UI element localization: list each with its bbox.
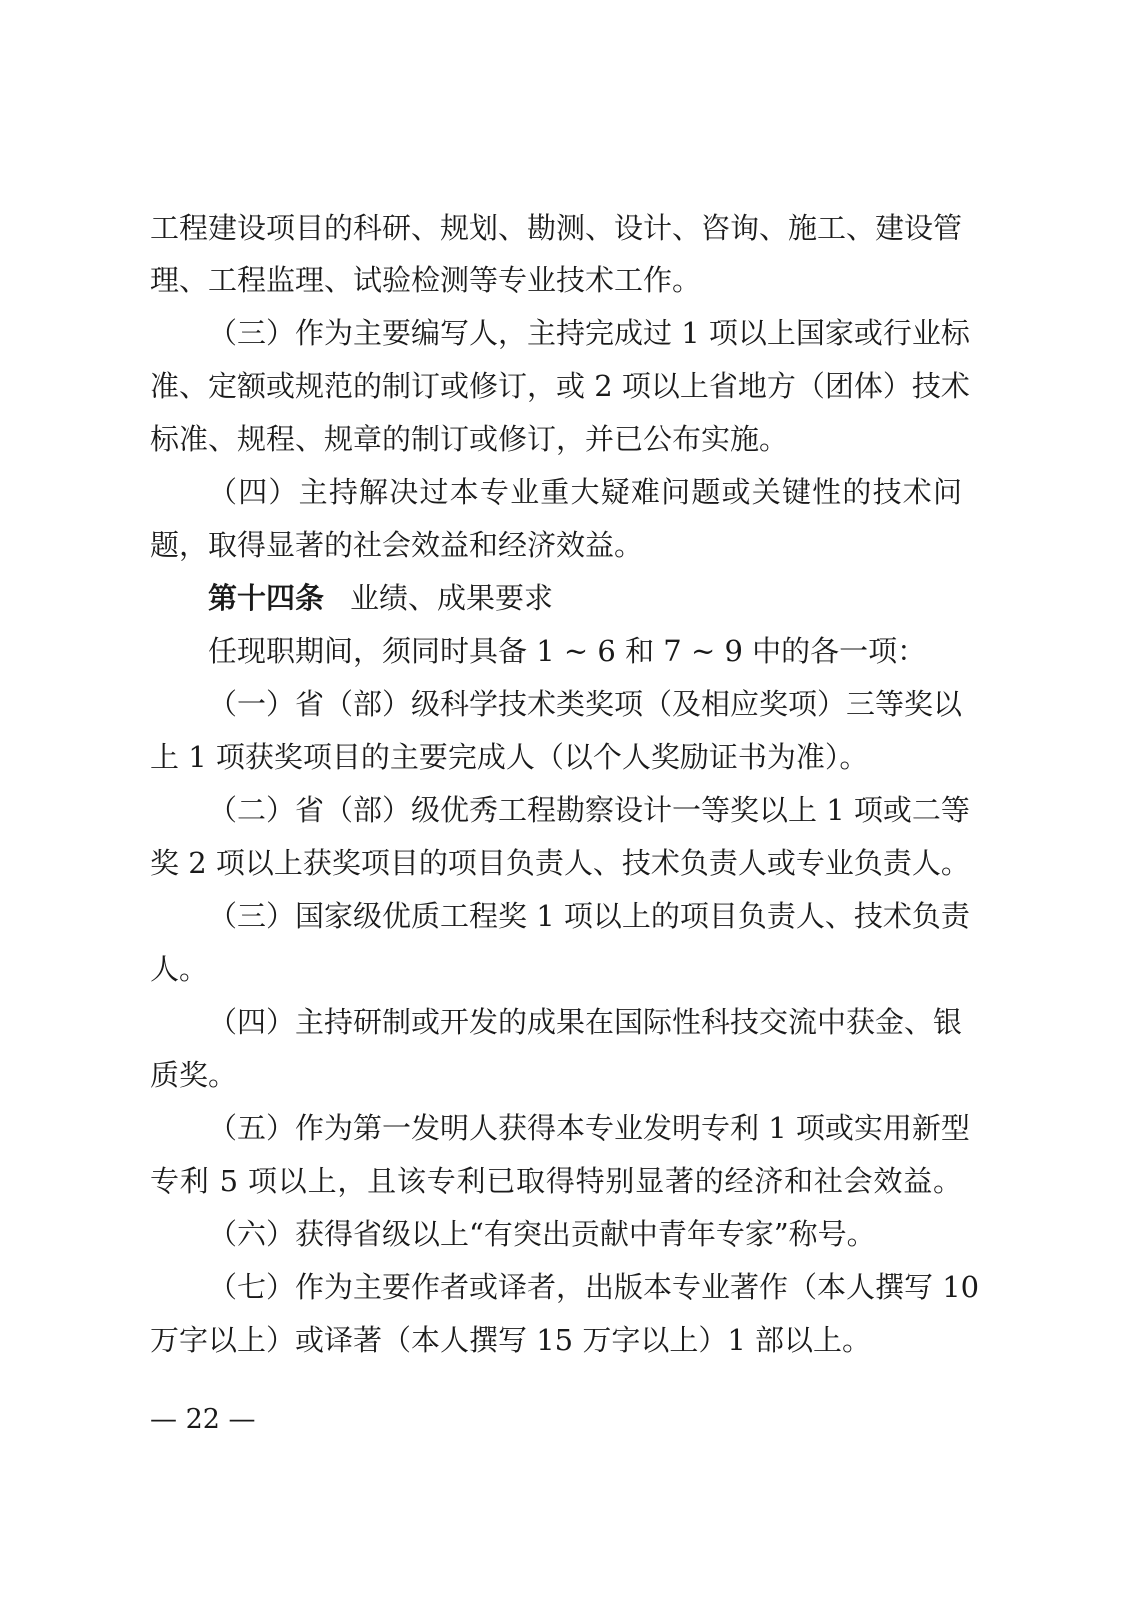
list-item-3: （三）国家级优质工程奖 1 项以上的项目负责人、技术负责 [208,899,970,933]
body-line: 上 1 项获奖项目的主要完成人（以个人奖励证书为准）。 [150,740,869,774]
body-line: 理、工程监理、试验检测等专业技术工作。 [150,263,702,297]
list-item-1: （一）省（部）级科学技术类奖项（及相应奖项）三等奖以 [208,687,963,721]
body-line: 质奖。 [150,1058,238,1092]
body-line: 题，取得显著的社会效益和经济效益。 [150,528,644,562]
body-line: 任现职期间，须同时具备 1 ~ 6 和 7 ~ 9 中的各一项： [208,634,927,668]
body-line: 万字以上）或译著（本人撰写 15 万字以上）1 部以上。 [150,1323,872,1357]
page-number: — 22 — [150,1404,256,1435]
body-line: 准、定额或规范的制订或修订，或 2 项以上省地方（团体）技术 [150,369,970,403]
list-item-7: （七）作为主要作者或译者，出版本专业著作（本人撰写 10 [208,1270,980,1304]
body-line: 人。 [150,952,209,986]
paragraph-item-3: （三）作为主要编写人，主持完成过 1 项以上国家或行业标 [208,316,970,350]
body-line: 奖 2 项以上获奖项目的项目负责人、技术负责人或专业负责人。 [150,846,970,880]
list-item-6: （六）获得省级以上“有突出贡献中青年专家”称号。 [208,1217,876,1251]
body-line: 专利 5 项以上，且该专利已取得特别显著的经济和社会效益。 [150,1164,962,1198]
list-item-5: （五）作为第一发明人获得本专业发明专利 1 项或实用新型 [208,1111,970,1145]
body-line: 工程建设项目的科研、规划、勘测、设计、咨询、施工、建设管 [150,211,963,245]
body-line: 标准、规程、规章的制订或修订，并已公布实施。 [150,422,789,456]
article-number: 第十四条 [208,581,325,615]
list-item-2: （二）省（部）级优秀工程勘察设计一等奖以上 1 项或二等 [208,793,970,827]
article-heading [208,578,553,618]
article-title: 业绩、成果要求 [350,581,554,615]
paragraph-item-4: （四）主持解决过本专业重大疑难问题或关键性的技术问 [208,475,962,509]
list-item-4: （四）主持研制或开发的成果在国际性科技交流中获金、银 [208,1005,963,1039]
